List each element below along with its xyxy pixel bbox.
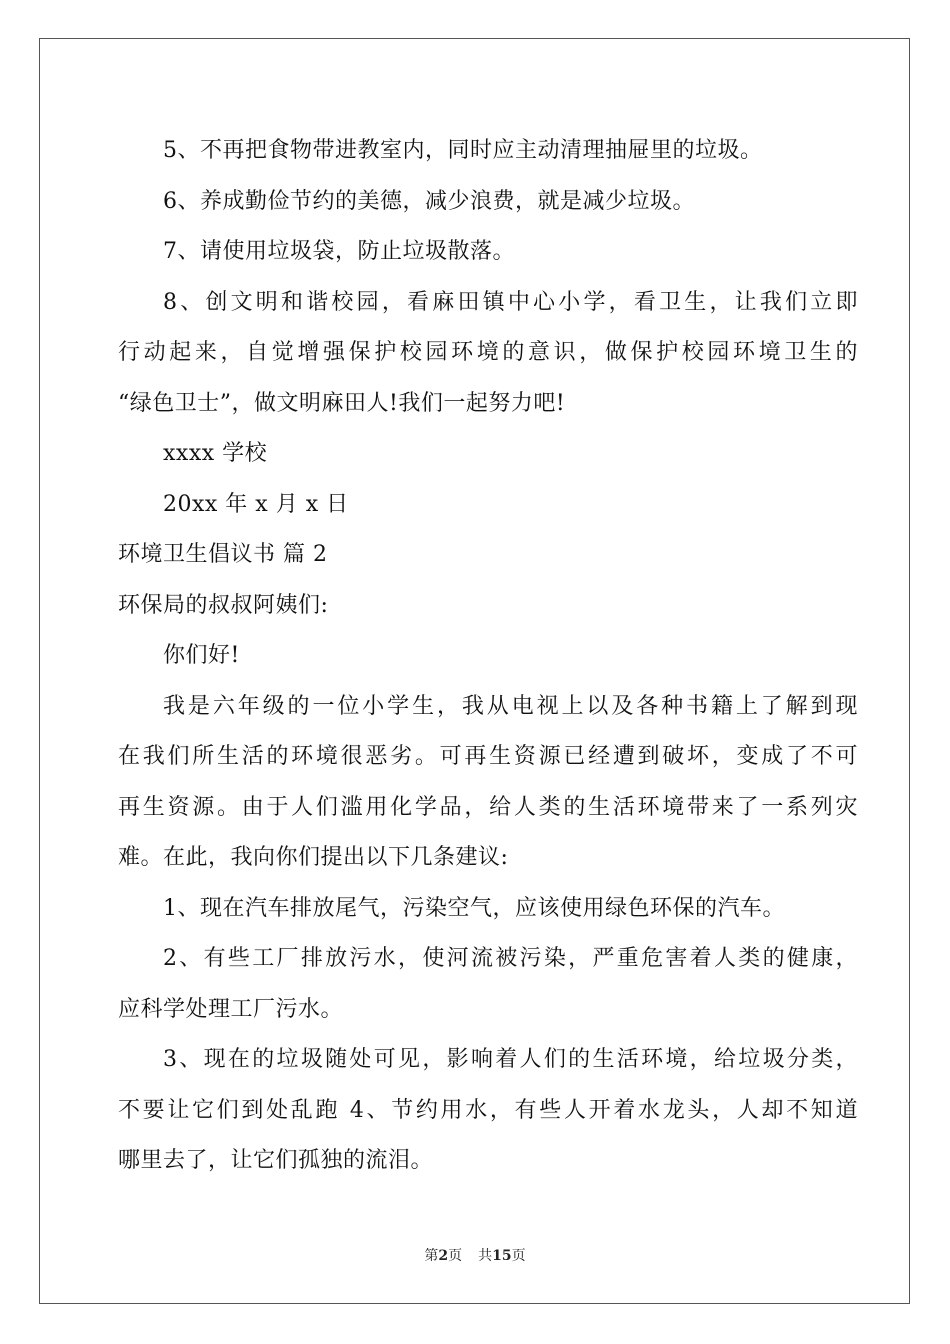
text-line: 8、创文明和谐校园，看麻田镇中心小学，看卫生，让我们立即 [163, 289, 858, 315]
text-line: 7、请使用垃圾袋，防止垃圾散落。 [163, 239, 515, 264]
text-line: “绿色卫士”，做文明麻田人!我们一起努力吧! [118, 390, 566, 416]
text-line: 3、现在的垃圾随处可见，影响着人们的生活环境，给垃圾分类， [163, 1047, 858, 1072]
footer-prefix: 第 [424, 1248, 439, 1264]
text-line: 哪里去了，让它们孤独的流泪。 [118, 1148, 434, 1173]
page-footer [0, 1245, 950, 1265]
text-line: 再生资源。由于人们滥用化学品，给人类的生活环境带来了一系列灾 [118, 794, 858, 820]
footer-page-number: 2 [438, 1248, 449, 1264]
signature-school: xxxx 学校 [163, 441, 268, 466]
text-line: 5、不再把食物带进教室内，同时应主动清理抽屉里的垃圾。 [163, 138, 763, 163]
footer-page-suffix: 页 [448, 1248, 463, 1264]
text-line: 在我们所生活的环境很恶劣。可再生资源已经遭到破坏，变成了不可 [118, 744, 858, 769]
text-line: 2、有些工厂排放污水，使河流被污染，严重危害着人类的健康， [163, 946, 858, 971]
document-body [118, 126, 858, 1187]
text-line: 难。在此，我向你们提出以下几条建议: [118, 845, 509, 870]
footer-total-suffix: 页 [511, 1248, 526, 1264]
letter-salutation: 环保局的叔叔阿姨们: [118, 592, 329, 618]
footer-total-prefix: 共 [478, 1248, 493, 1264]
text-line: 6、养成勤俭节约的美德，减少浪费，就是减少垃圾。 [163, 188, 695, 214]
signature-date: 20xx 年 x 月 x 日 [163, 491, 349, 517]
text-line: 行动起来，自觉增强保护校园环境的意识，做保护校园环境卫生的 [118, 340, 858, 365]
section-heading: 环境卫生倡议书 篇 2 [118, 542, 328, 567]
text-line: 应科学处理工厂污水。 [118, 996, 344, 1022]
text-line: 我是六年级的一位小学生，我从电视上以及各种书籍上了解到现 [163, 693, 858, 719]
letter-greeting: 你们好! [163, 643, 240, 668]
text-line: 不要让它们到处乱跑 4、节约用水，有些人开着水龙头，人却不知道 [118, 1097, 858, 1123]
footer-total-pages: 15 [492, 1248, 512, 1264]
text-line: 1、现在汽车排放尾气，污染空气，应该使用绿色环保的汽车。 [163, 895, 785, 921]
